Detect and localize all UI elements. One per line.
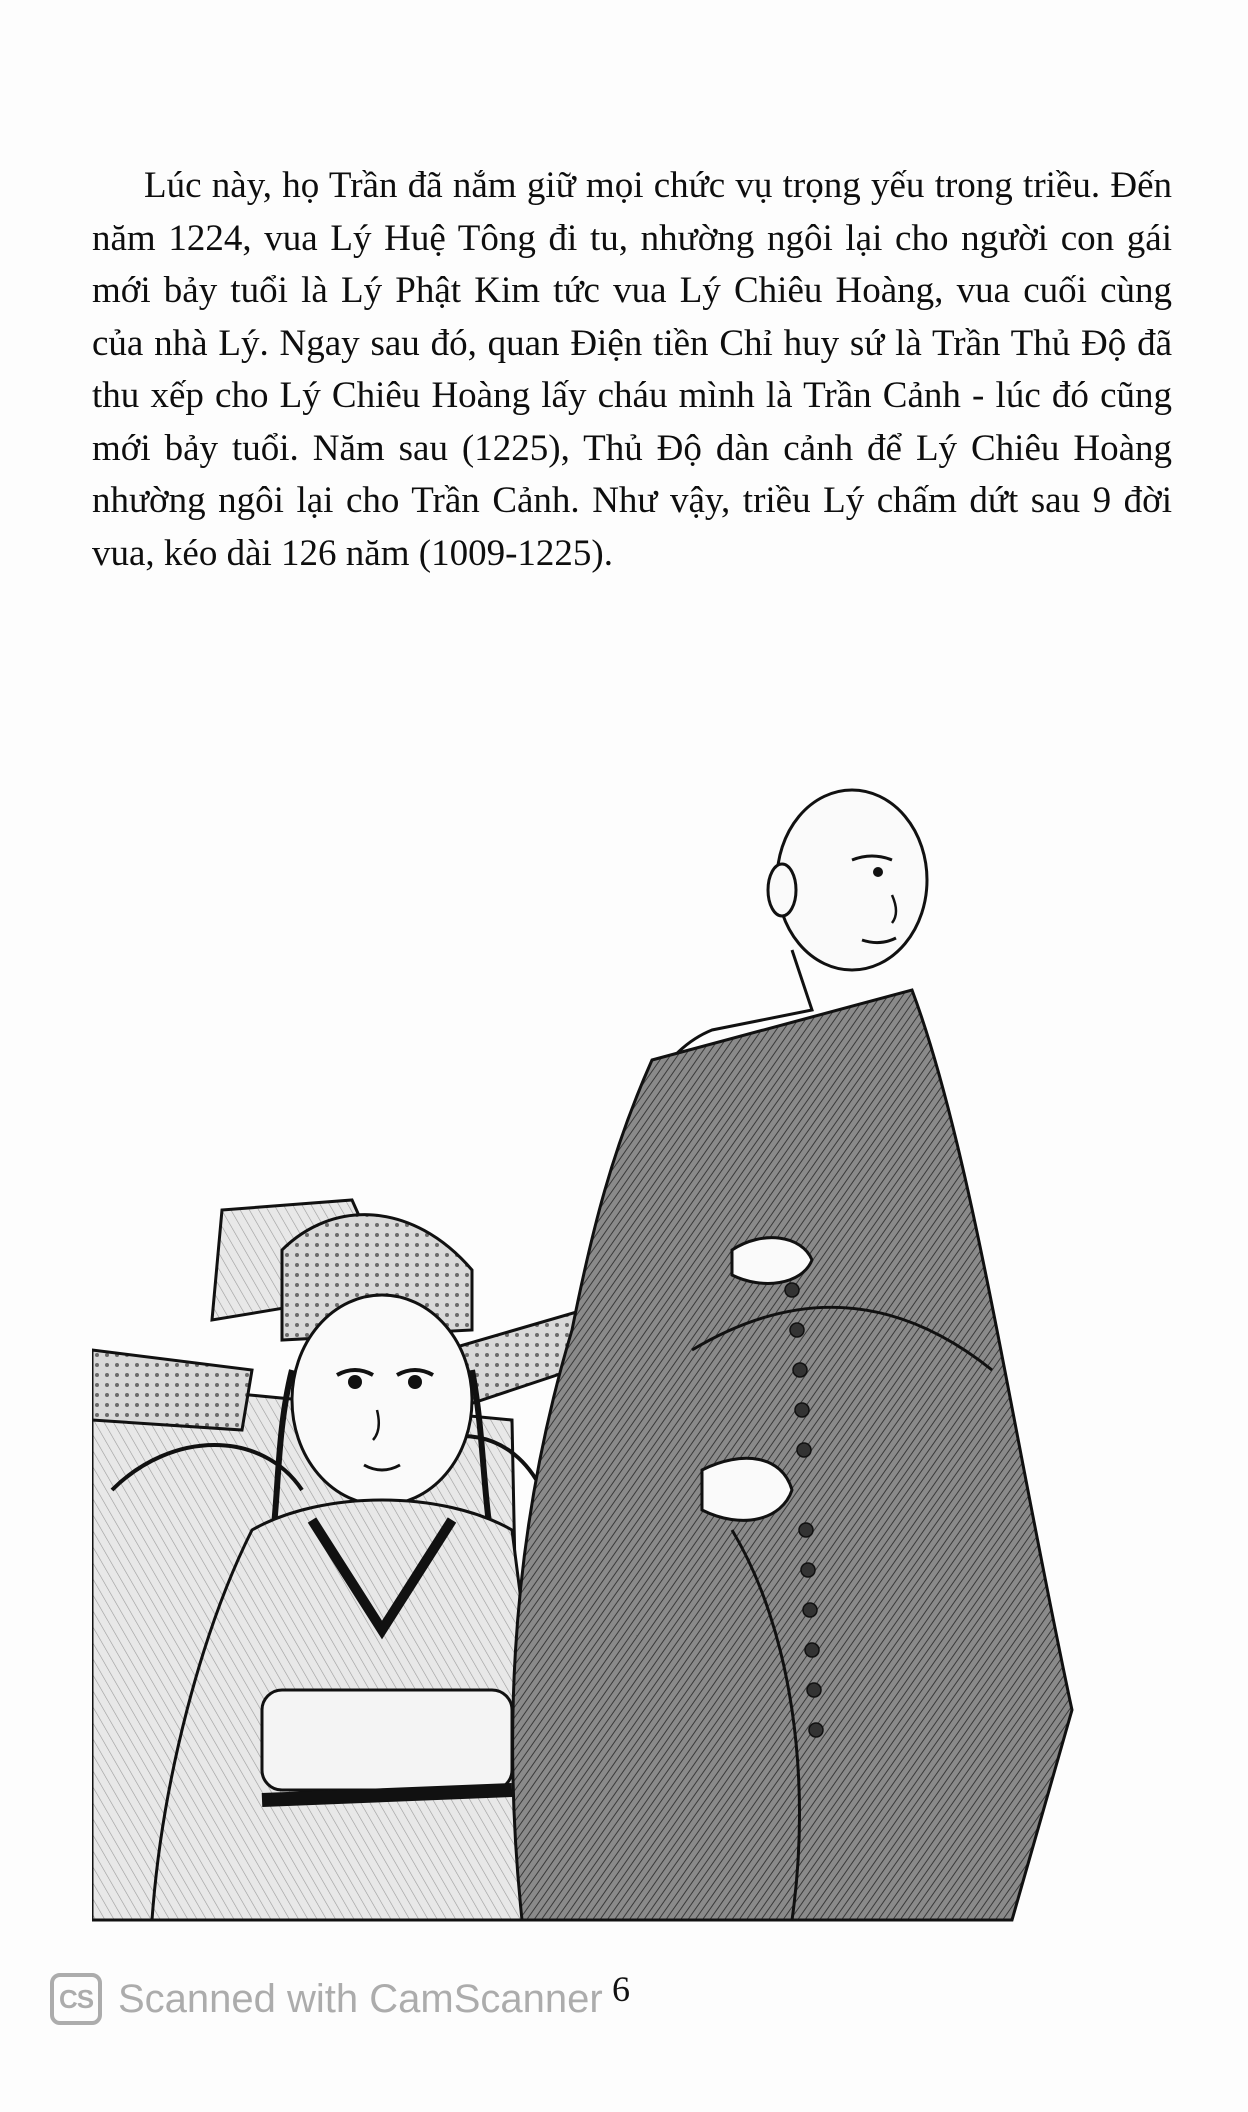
monk-figure xyxy=(513,790,1072,1920)
page-number: 6 xyxy=(612,1969,630,2009)
body-paragraph: Lúc này, họ Trần đã nắm giữ mọi chức vụ trọng yếu trong triều. Đến năm 1224, vua Lý Huệ Tông đi tu, nhường ngôi lại cho người con gái mới bảy tuổi là Lý Phật Kim tức vua Lý Chiêu Hoàng, vua cuối cùng của nhà Lý. Ngay sau đó, quan Điện tiền Chỉ huy sứ là Trần Thủ Độ đã thu xếp cho Lý Chiêu Hoàng lấy cháu mình là Trần Cảnh - lúc đó cũng mới bảy tuổi. Năm sau (1225), Thủ Độ dàn cảnh để Lý Chiêu Hoàng nhường ngôi lại cho Trần Cảnh. Như vậy, triều Lý chấm dứt sau 9 đời vua, kéo dài 126 năm (1009-1225). xyxy=(92,165,1172,574)
watermark-text: Scanned with CamScanner xyxy=(118,1976,603,2021)
camscanner-watermark xyxy=(50,1964,603,2034)
illustration xyxy=(92,730,1172,1930)
camscanner-logo-icon: CS xyxy=(50,1973,102,2025)
